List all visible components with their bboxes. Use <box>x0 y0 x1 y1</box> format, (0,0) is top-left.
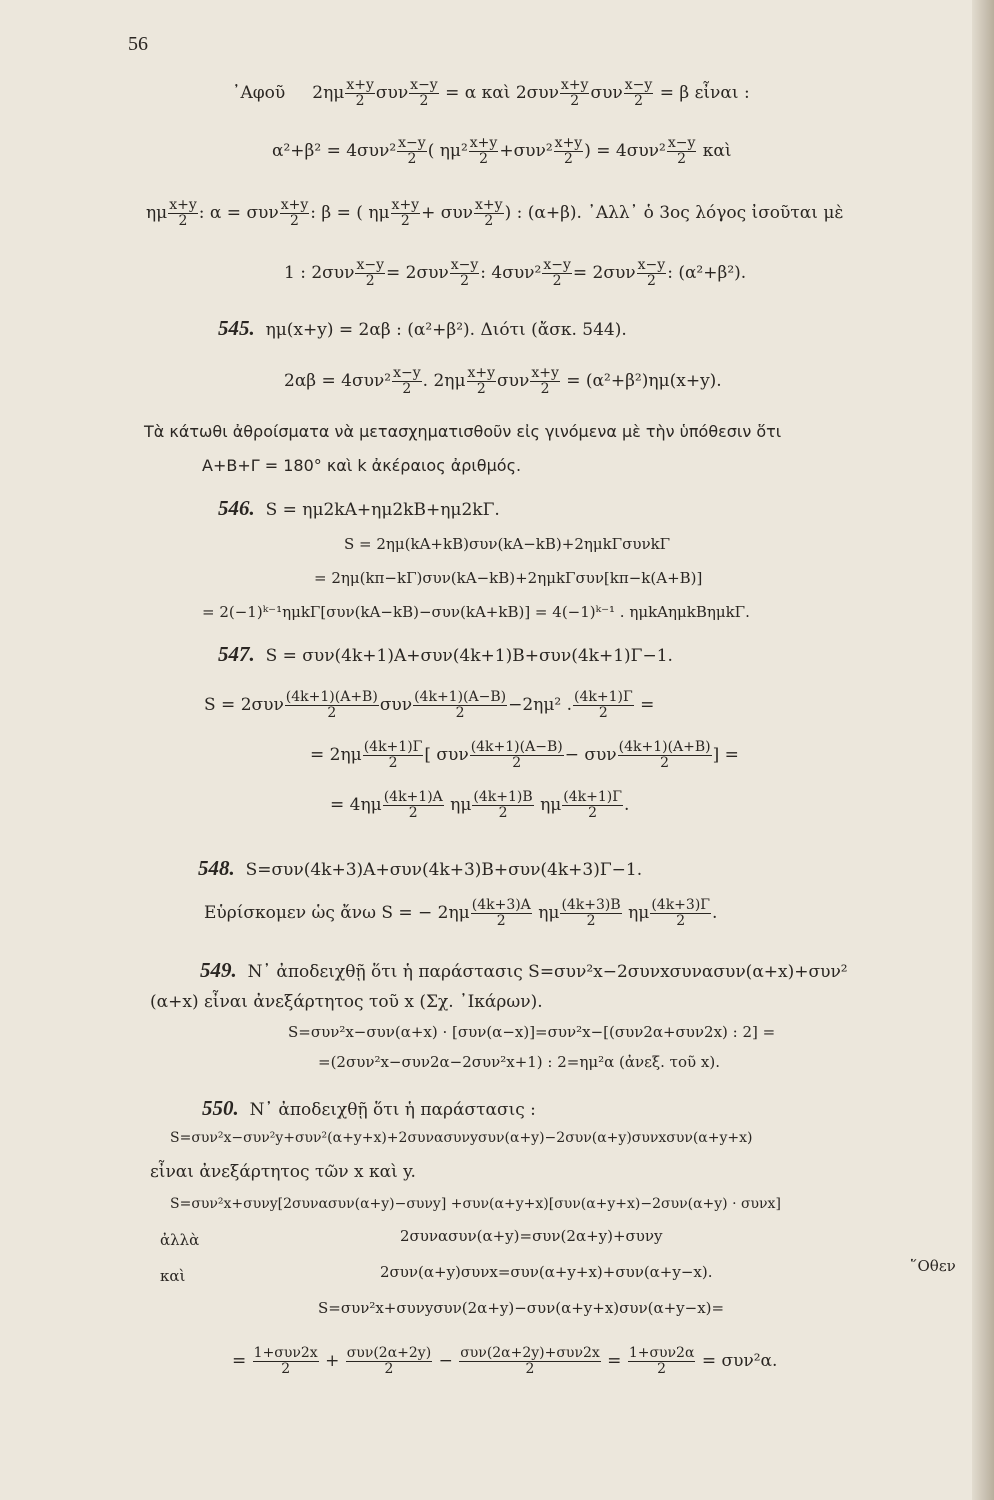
problem-550-line-3: εἶναι ἀνεξάρτητος τῶν x καὶ y. <box>150 1162 416 1182</box>
fraction <box>628 1346 696 1377</box>
numerator: x+y <box>391 197 420 213</box>
text: ᾿Αφοῦ <box>232 83 286 103</box>
denominator: 2 <box>525 1361 535 1377</box>
numerator: (4k+1)B <box>473 789 533 805</box>
denominator: 2 <box>646 273 656 289</box>
problem-number: 549. <box>200 958 237 982</box>
numerator: x+y <box>467 365 496 381</box>
intro-line-1: Τὰ κάτωθι ἀθροίσματα νὰ μετασχηματισθοῦν εἰς γινόμενα μὲ τὴν ὑπόθεσιν ὅτι <box>144 422 782 441</box>
text: α²+β² = 4συν² <box>272 141 397 161</box>
text: = <box>232 1351 247 1371</box>
problem-550-line-6b: 2συν(α+y)συνx=συν(α+y+x)+συν(α+y−x). <box>380 1263 713 1281</box>
problem-number: 546. <box>218 496 255 520</box>
numerator: x+y <box>280 197 309 213</box>
fraction <box>554 136 584 167</box>
text: = <box>640 695 655 715</box>
denominator: 2 <box>407 151 417 167</box>
fraction <box>472 790 533 821</box>
numerator: x−y <box>667 135 696 151</box>
problem-550-line-8 <box>232 1346 777 1377</box>
problem-549-line-3: S=συν²x−συν(α+x) · [συν(α−x)]=συν²x−[(συν2α+συν2x) : 2] = <box>288 1023 776 1041</box>
fraction <box>392 366 422 397</box>
problem-550-line-5b: 2συνασυν(α+y)=συν(2α+y)+συνy <box>400 1227 663 1245</box>
denominator: 2 <box>586 913 596 929</box>
text: ημ <box>538 903 560 923</box>
denominator: 2 <box>552 273 562 289</box>
numerator: x+y <box>531 365 559 381</box>
denominator: 2 <box>588 805 598 821</box>
text: = 2συν <box>386 263 449 283</box>
text: ] = <box>712 745 739 765</box>
fraction <box>450 258 480 289</box>
denominator: 2 <box>498 805 508 821</box>
problem-546-line-4: = 2(−1)ᵏ⁻¹ημkΓ[συν(kA−kB)−συν(kA+kB)] = 4(−1)ᵏ⁻¹ . ημkAημkBημkΓ. <box>202 603 750 621</box>
text: ( ημ² <box>427 141 468 161</box>
problem-550-line-6c: ῞Οθεν <box>910 1257 956 1275</box>
denominator: 2 <box>178 213 188 229</box>
line-2 <box>272 136 732 167</box>
text: ) = 4συν² <box>584 141 666 161</box>
text: καὶ <box>702 141 732 161</box>
intro-line-2: Α+Β+Γ = 180° καὶ k ἀκέραιος ἀριθμός. <box>202 456 522 475</box>
text: : (α²+β²). <box>667 263 747 283</box>
page-number: 56 <box>128 33 148 55</box>
numerator: x−y <box>398 135 426 151</box>
text: = α καὶ 2συν <box>445 83 559 103</box>
fraction <box>470 740 564 771</box>
text: = 4ημ <box>330 795 382 815</box>
text: = 2ημ <box>310 745 362 765</box>
denominator: 2 <box>365 273 375 289</box>
numerator: (4k+3)A <box>471 897 531 913</box>
text: συν <box>590 83 623 103</box>
fraction <box>573 690 634 721</box>
problem-547-title <box>218 644 673 666</box>
problem-545-line-2 <box>284 366 722 397</box>
text: +συν² <box>499 141 553 161</box>
denominator: 2 <box>677 151 687 167</box>
denominator: 2 <box>476 381 486 397</box>
fraction <box>383 790 444 821</box>
denominator: 2 <box>570 93 580 109</box>
denominator: 2 <box>660 755 670 771</box>
text: συν <box>375 83 409 103</box>
numerator: x+y <box>554 135 583 151</box>
problem-number: 545. <box>218 316 255 340</box>
problem-547-line-4: = 4ημ $\frac{(4k+1)A}{2}$ ημ $\frac{(4k+1)B}{2}$ ημ $\frac{(4k+1)\Gamma}{2}$ . <box>330 789 630 821</box>
text: : 4συν² <box>480 263 542 283</box>
numerator: 1+συν2α <box>628 1345 695 1361</box>
numerator: x+y <box>560 77 589 93</box>
fraction <box>391 198 421 229</box>
numerator: x+y <box>469 135 498 151</box>
numerator: x−y <box>356 257 384 273</box>
fraction <box>469 136 499 167</box>
denominator: 2 <box>540 381 550 397</box>
text: ημ <box>146 203 168 223</box>
denominator: 2 <box>455 705 465 721</box>
problem-547-line-2 <box>204 690 654 721</box>
denominator: 2 <box>281 1361 291 1377</box>
text: = 2συν <box>572 263 636 283</box>
problem-549-line-4: =(2συν²x−συν2α−2συν²x+1) : 2=ημ²α (ἀνεξ. τοῦ x). <box>318 1053 720 1071</box>
problem-number: 550. <box>202 1096 239 1120</box>
denominator: 2 <box>388 755 398 771</box>
numerator: x+y <box>346 77 374 93</box>
numerator: (4k+1)(A−B) <box>470 739 563 755</box>
numerator: x−y <box>410 77 438 93</box>
text: ) : (α+β). ᾿Αλλ᾿ ὁ 3ος λόγος ἰσοῦται μὲ <box>504 203 844 223</box>
numerator: x+y <box>169 197 197 213</box>
denominator: 2 <box>327 705 337 721</box>
fraction <box>355 258 385 289</box>
text: − συν <box>564 745 617 765</box>
denominator: 2 <box>290 213 299 229</box>
text: ημ(x+y) = 2αβ : (α²+β²). Διότι (ἄσκ. 544). <box>265 320 627 340</box>
problem-550-title <box>202 1098 536 1120</box>
text: 1 : 2συν <box>284 263 355 283</box>
problem-545-title <box>218 318 627 340</box>
text: S = συν(4k+1)A+συν(4k+1)B+συν(4k+1)Γ−1. <box>265 646 673 666</box>
fraction <box>560 898 621 929</box>
numerator: (4k+1)Γ <box>363 739 423 755</box>
problem-550-line-7: S=συν²x+συνyσυν(2α+y)−συν(α+y+x)συν(α+y−x)= <box>318 1299 725 1317</box>
denominator: 2 <box>598 705 608 721</box>
numerator: x−y <box>637 257 666 273</box>
fraction <box>467 366 497 397</box>
problem-number: 548. <box>198 856 235 880</box>
text: 2αβ = 4συν² <box>284 371 392 391</box>
denominator: 2 <box>419 93 429 109</box>
numerator: (4k+1)Γ <box>563 789 622 805</box>
numerator: x−y <box>450 257 479 273</box>
fraction <box>397 136 427 167</box>
numerator: (4k+1)(A+B) <box>285 689 378 705</box>
text: = <box>607 1351 622 1371</box>
denominator: 2 <box>563 151 573 167</box>
numerator: (4k+3)B <box>561 897 621 913</box>
numerator: (4k+1)(A+B) <box>618 739 711 755</box>
text: −2ημ² . <box>508 695 573 715</box>
fraction <box>346 1346 432 1377</box>
line-1 <box>232 78 750 109</box>
text: + <box>325 1351 340 1371</box>
text: [ συν <box>424 745 469 765</box>
numerator: x−y <box>543 257 571 273</box>
fraction <box>459 1346 601 1377</box>
numerator: (4k+3)Γ <box>651 897 710 913</box>
denominator: 2 <box>402 381 412 397</box>
numerator: (4k+1)Γ <box>574 689 633 705</box>
problem-546-title <box>218 498 500 520</box>
text: συν <box>379 695 413 715</box>
denominator: 2 <box>634 93 643 109</box>
line-4 <box>284 258 746 289</box>
text: : β = ( ημ <box>310 203 390 223</box>
fraction <box>345 78 375 109</box>
fraction <box>409 78 439 109</box>
numerator: συν(2α+2y)+συν2x <box>460 1345 600 1361</box>
problem-550-line-4: S=συν²x+συνy[2συνασυν(α+y)−συνy] +συν(α+y+x)[συν(α+y+x)−2συν(α+y) · συνx] <box>170 1196 781 1212</box>
denominator: 2 <box>676 913 686 929</box>
problem-547-line-3 <box>310 740 739 771</box>
problem-550-line-6a: καὶ <box>160 1267 186 1285</box>
text: N᾿ ἀποδειχθῇ ὅτι ἡ παράστασις : <box>249 1100 536 1120</box>
fraction <box>637 258 667 289</box>
fraction <box>650 898 711 929</box>
fraction <box>474 198 504 229</box>
fraction <box>363 740 424 771</box>
problem-550-line-2: S=συν²x−συν²y+συν²(α+y+x)+2συνασυνyσυν(α+y)−2συν(α+y)συνxσυν(α+y+x) <box>170 1130 753 1146</box>
text: − <box>438 1351 453 1371</box>
denominator: 2 <box>484 213 494 229</box>
problem-546-line-3: = 2ημ(kπ−kΓ)συν(kA−kB)+2ημkΓσυν[kπ−k(A+B)] <box>314 569 703 587</box>
problem-548-title <box>198 858 642 880</box>
problem-549-line-2: (α+x) εἶναι ἀνεξάρτητος τοῦ x (Σχ. ᾿Ικάρων). <box>150 992 543 1012</box>
text: = (α²+β²)ημ(x+y). <box>566 371 722 391</box>
problem-549-title <box>200 960 848 982</box>
fraction <box>285 690 379 721</box>
page-edge <box>972 0 994 1500</box>
fraction <box>530 366 560 397</box>
denominator: 2 <box>496 913 506 929</box>
text: ημ <box>540 795 562 815</box>
fraction <box>168 198 198 229</box>
denominator: 2 <box>512 755 522 771</box>
problem-550-line-5a: ἀλλὰ <box>160 1231 200 1249</box>
fraction <box>624 78 654 109</box>
numerator: (4k+1)(A−B) <box>414 689 507 705</box>
numerator: x−y <box>624 77 653 93</box>
fraction <box>667 136 697 167</box>
problem-548-line-2: Εὑρίσκομεν ὡς ἄνω S = − 2ημ $\frac{(4k+3)A}{2}$ ημ $\frac{(4k+3)B}{2}$ ημ $\frac{(4k+3)\Gamma}{2}$ . <box>204 897 718 929</box>
line-3 <box>146 198 844 229</box>
denominator: 2 <box>355 93 365 109</box>
problem-546-line-2: S = 2ημ(kA+kB)συν(kA−kB)+2ημkΓσυνkΓ <box>344 535 671 553</box>
text: συν <box>497 371 530 391</box>
fraction <box>618 740 712 771</box>
fraction <box>280 198 310 229</box>
denominator: 2 <box>384 1361 394 1377</box>
numerator: 1+συν2x <box>253 1345 318 1361</box>
text: S = ημ2kA+ημ2kB+ημ2kΓ. <box>265 500 500 520</box>
text: ημ <box>450 795 472 815</box>
text: ημ <box>628 903 650 923</box>
fraction <box>560 78 590 109</box>
text: = β εἶναι : <box>659 83 750 103</box>
text: . 2ημ <box>422 371 466 391</box>
numerator: (4k+1)A <box>383 789 443 805</box>
numerator: x+y <box>475 197 503 213</box>
text: = συν²α. <box>701 1351 778 1371</box>
problem-number: 547. <box>218 642 255 666</box>
text: : α = συν <box>198 203 279 223</box>
text: 2ημ <box>312 83 345 103</box>
denominator: 2 <box>479 151 489 167</box>
denominator: 2 <box>400 213 410 229</box>
denominator: 2 <box>460 273 469 289</box>
denominator: 2 <box>657 1361 667 1377</box>
denominator: 2 <box>408 805 418 821</box>
fraction <box>413 690 507 721</box>
fraction <box>562 790 623 821</box>
text: Εὑρίσκομεν ὡς ἄνω S = − 2ημ <box>204 903 470 923</box>
fraction <box>471 898 532 929</box>
text: S=συν(4k+3)A+συν(4k+3)B+συν(4k+3)Γ−1. <box>245 860 643 880</box>
numerator: x−y <box>393 365 421 381</box>
text: S = 2συν <box>204 695 284 715</box>
text: N᾿ ἀποδειχθῇ ὅτι ἡ παράστασις S=συν²x−2συνxσυνασυν(α+x)+συν² <box>247 962 848 982</box>
numerator: συν(2α+2y) <box>346 1345 432 1361</box>
fraction <box>253 1346 319 1377</box>
text: + συν <box>421 203 474 223</box>
fraction <box>542 258 572 289</box>
